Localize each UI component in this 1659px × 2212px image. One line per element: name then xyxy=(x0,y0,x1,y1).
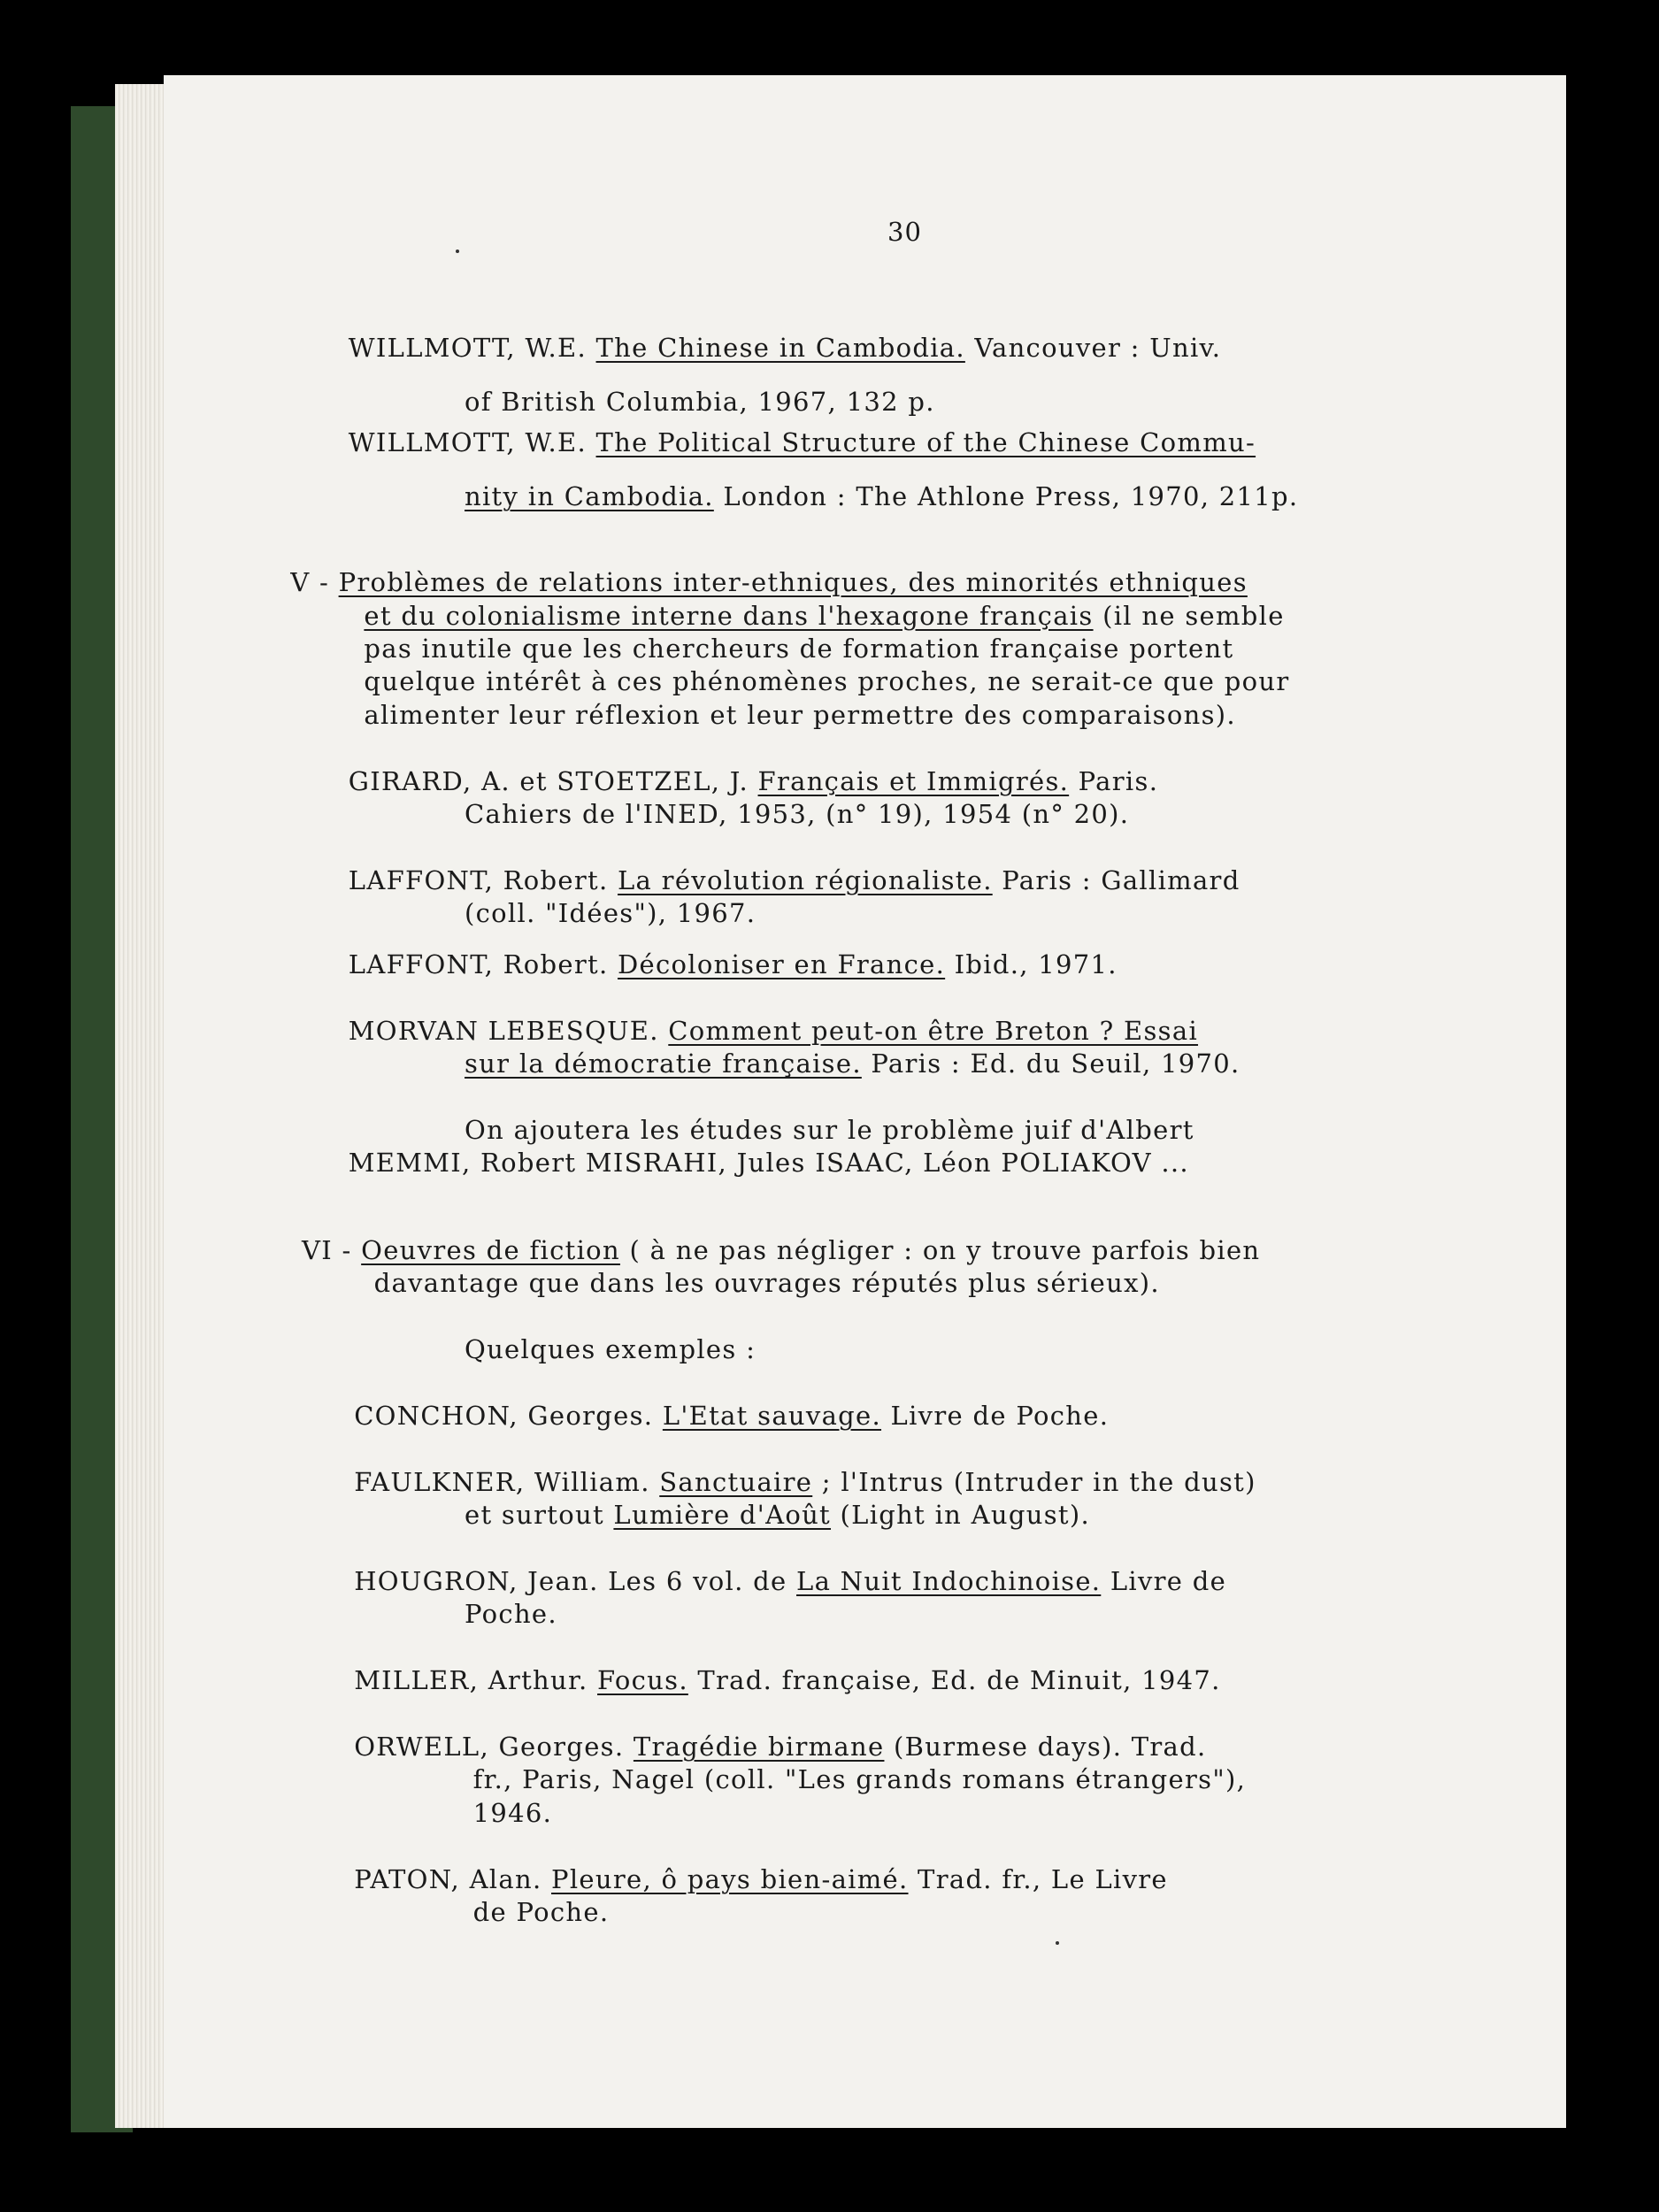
entry-hougron-cont: Poche. xyxy=(465,1599,557,1630)
entry-hougron: HOUGRON, Jean. Les 6 vol. de La Nuit Indochinoise. Livre de xyxy=(354,1566,1227,1596)
page-number: 30 xyxy=(887,217,922,247)
entry-orwell-cont: fr., Paris, Nagel (coll. "Les grands romans étrangers"), xyxy=(472,1764,1247,1795)
section-v-para: pas inutile que les chercheurs de formation française portent xyxy=(364,634,1234,664)
entry-orwell-cont: 1946. xyxy=(472,1797,553,1828)
speck xyxy=(1056,1941,1059,1945)
entry-faulkner-cont: et surtout Lumière d'Août (Light in August). xyxy=(465,1500,1090,1531)
entry-willmott-2: WILLMOTT, W.E. The Political Structure of the Chinese Commu- xyxy=(348,427,1256,458)
note-line-1: On ajoutera les études sur le problème juif d'Albert xyxy=(465,1115,1194,1145)
entry-willmott-1-cont: of British Columbia, 1967, 132 p. xyxy=(465,387,935,418)
entry-faulkner: FAULKNER, William. Sanctuaire ; l'Intrus (Intruder in the dust) xyxy=(354,1466,1256,1497)
entry-miller: MILLER, Arthur. Focus. Trad. française, Ed. de Minuit, 1947. xyxy=(354,1665,1221,1696)
entry-willmott-1: WILLMOTT, W.E. The Chinese in Cambodia. Vancouver : Univ. xyxy=(348,333,1222,363)
entry-laffont-1: LAFFONT, Robert. La révolution régionaliste. Paris : Gallimard xyxy=(348,864,1240,895)
section-v-heading: V - Problèmes de relations inter-ethniques, des minorités ethniques xyxy=(290,567,1248,598)
examples-intro: Quelques exemples : xyxy=(465,1334,757,1365)
entry-laffont-2: LAFFONT, Robert. Décoloniser en France. Ibid., 1971. xyxy=(348,949,1118,979)
entry-paton-cont: de Poche. xyxy=(472,1897,610,1927)
section-vi-heading: VI - Oeuvres de fiction ( à ne pas négliger : on y trouve parfois bien xyxy=(302,1235,1261,1265)
note-line-2: MEMMI, Robert MISRAHI, Jules ISAAC, Léon POLIAKOV ... xyxy=(348,1148,1189,1179)
entry-paton: PATON, Alan. Pleure, ô pays bien-aimé. Trad. fr., Le Livre xyxy=(354,1863,1168,1894)
section-vi-heading-2: davantage que dans les ouvrages réputés plus sérieux). xyxy=(373,1268,1160,1299)
entry-morvan-cont: sur la démocratie française. Paris : Ed. du Seuil, 1970. xyxy=(465,1048,1240,1079)
entry-girard-cont: Cahiers de l'INED, 1953, (n° 19), 1954 (n° 20). xyxy=(465,799,1130,829)
section-v-heading-2: et du colonialisme interne dans l'hexagone français (il ne semble xyxy=(364,600,1285,631)
section-v-para: alimenter leur réflexion et leur permettre des comparaisons). xyxy=(364,699,1236,730)
book-page xyxy=(164,75,1566,2128)
entry-laffont-1-cont: (coll. "Idées"), 1967. xyxy=(465,898,757,929)
entry-willmott-2-cont: nity in Cambodia. London : The Athlone Press, 1970, 211p. xyxy=(465,481,1299,512)
entry-orwell: ORWELL, Georges. Tragédie birmane (Burmese days). Trad. xyxy=(354,1732,1207,1762)
speck xyxy=(456,250,459,253)
entry-girard: GIRARD, A. et STOETZEL, J. Français et Immigrés. Paris. xyxy=(348,765,1159,796)
entry-morvan: MORVAN LEBESQUE. Comment peut-on être Breton ? Essai xyxy=(348,1015,1199,1046)
entry-conchon: CONCHON, Georges. L'Etat sauvage. Livre de Poche. xyxy=(354,1401,1110,1431)
section-v-para: quelque intérêt à ces phénomènes proches, ne serait-ce que pour xyxy=(364,666,1290,697)
